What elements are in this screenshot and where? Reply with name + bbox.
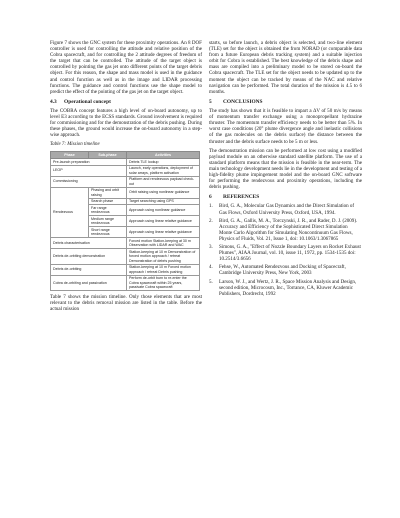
activity-cell: Approach using nonlinear guidance <box>127 205 200 216</box>
header-cell: Phase <box>51 151 89 158</box>
reference-text: Simons, G. A., "Effect of Nozzle Boundary Layers on Rocket Exhaust Plumes", AIAA Journal, vol. 10, issue 11, 1972, pp. 1534-1535 doi: 10.2514/3.6656 <box>219 244 361 263</box>
reference-text: Bird, G. A., Molecular Gas Dynamics and the Direct Simulation of Gas Flows, Oxford University Press, Oxford, USA, 1994. <box>219 203 355 216</box>
table-row <box>51 176 200 187</box>
table-row <box>51 187 200 198</box>
table-row <box>51 249 200 264</box>
reference-item <box>209 264 362 276</box>
section-heading <box>209 194 362 200</box>
subphase-cell: Short range rendezvous <box>89 227 127 238</box>
section-number: 5 <box>209 98 212 105</box>
phase-cell: Commissioning <box>51 176 127 187</box>
activity-cell: Station-keeping at 10 m Demonstration of forced motion approach / retreat Demonstration of debris pushing <box>127 249 200 264</box>
reference-item <box>209 218 362 242</box>
activity-cell: Perform de-orbit burn to re-enter the Cobra spacecraft within 25 years, passivate Cobra spacecraft <box>127 275 200 290</box>
section-heading <box>50 99 202 105</box>
reference-item <box>209 203 362 215</box>
activity-cell: Station-keeping at 10 m Forced motion approach / retreat Debris pushing <box>127 264 200 275</box>
table-row <box>51 275 200 290</box>
body-paragraph: Figure 7 shows the GNC system for these proximity operations. An 8 DOF controller is used for controlling the attitude and relative position of the Cobra spacecraft, and for controlling the 2 attitude degrees of freedom of the target that can be controlled. The attitude of the target object is controlled by pointing the gas jet onto different points of the target debris object. For this reason, the shape and mass model is used in the guidance and control function as well as in the image and LIDAR processing functions. The guidance and control functions use the shape model to predict the effect of the pointing of the gas jet on the target object. <box>50 40 202 95</box>
body-paragraph: starts, so before launch, a debris object is selected, and two-line element (TLE) set for the object is obtained the from NORAD (or comparable data from a future European debris tracking system) and a suitable injection orbit for Cobra is established. The best knowledge of the debris shape and mass are compiled into a preliminary model to be stored on-board the Cobra spacecraft. The TLE set for the object needs to be updated up to the moment the object can be tracked by means of the NAC and relative navigation can be performed. The total duration of the mission is 4.5 to 6 months. <box>209 40 362 95</box>
activity-cell: Orbit raising using nonlinear guidance <box>127 187 200 198</box>
phase-cell: Debris characterisation <box>51 238 127 249</box>
table-caption: Table 7: Mission timeline <box>50 141 100 147</box>
activity-cell: Launch, early operations, deployment of solar arrays, platform activation <box>127 165 200 176</box>
right-column <box>209 40 362 299</box>
table-row <box>51 165 200 176</box>
phase-cell: Rendezvous <box>51 187 89 238</box>
left-column <box>50 40 202 315</box>
section-heading <box>209 99 362 105</box>
body-paragraph: The study has shown that it is feasible to impart a ΔV of 50 m/s by means of momentum transfer exchange using a monopropellant hydrazine thruster. The momentum transfer efficiency needs to be better than 5%. In worst case conditions (20° plume divergence angle and inelastic collisions of the gas molecules on the debris surface) the distance between the thruster and the debris surface needs to be 5 m or less. <box>209 108 362 145</box>
table-row <box>51 238 200 249</box>
section-title: Operational concept <box>64 98 111 105</box>
activity-cell: Forced motion Station-keeping at 30 m Observation with LIDAR and WAC <box>127 238 200 249</box>
phase-cell: Debris de-orbiting demonstration <box>51 249 127 264</box>
activity-cell: Debris TLE lookup <box>127 158 200 165</box>
section-title: REFERENCES <box>223 194 260 201</box>
activity-cell: Platform and rendezvous payload check-out <box>127 176 200 187</box>
activity-cell: Target searching using GPS <box>127 198 200 205</box>
body-paragraph: The demonstration mission can be performed at low cost using a modified payload module on an otherwise standard satellite platform. The use of a standard platform means that the mission is feasible in the near-term. The main technology development needs lie in the development and testing of a high-fidelity plume impingement model and the on-board GNC software for performing the rendezvous and proximity operations, including the debris pushing. <box>209 147 362 191</box>
reference-number: 3. <box>209 244 213 251</box>
reference-text: Fehse, W., Automated Rendezvous and Docking of Spacecraft, Cambridge University Press, New York, 2003 <box>219 264 346 277</box>
section-number: 4.3 <box>50 98 57 105</box>
subphase-cell: Medium range rendezvous <box>89 216 127 227</box>
reference-text: Bird, G. A., Gallis, M. A., Torczynski, J. R., and Rader, D. J. (2009). Accuracy and Efficiency of the Sophisticated Direct Simulation Monte Carlo Algorithm for Simulating Noncontinuum Gas Flows, Physics of Fluids, Vol. 21, Issue 1, doi: 10.1063/1.3067865 <box>219 217 358 242</box>
subphase-cell: Search phase <box>89 198 127 205</box>
reference-item <box>209 244 362 262</box>
reference-number: 1. <box>209 203 213 210</box>
body-paragraph: The COBRA concept features a high level of on-board autonomy, up to level E3 according to the ECSS standards. Ground involvement is required for commissioning and for the demonstration of the debris pushing. During these phases, the ground would increase the on-board autonomy in a step-wise approach. <box>50 108 202 139</box>
mission-timeline-table <box>50 151 200 291</box>
body-paragraph: Table 7 shows the mission timeline. Only those elements that are most relevant to the debris removal mission are listed in the table. Before the actual mission <box>50 293 202 312</box>
reference-list <box>209 203 362 296</box>
subphase-cell: Phasing and orbit raising <box>89 187 127 198</box>
reference-number: 4. <box>209 264 213 271</box>
reference-item <box>209 279 362 297</box>
reference-number: 5. <box>209 278 213 285</box>
header-cell: Sub-phase <box>89 151 127 158</box>
subphase-cell: Far range rendezvous <box>89 205 127 216</box>
phase-cell: Pre-launch preparation <box>51 158 127 165</box>
reference-number: 2. <box>209 217 213 224</box>
table-row <box>51 264 200 275</box>
reference-text: Larson, W. J., and Wertz, J. R., Space Mission Analysis and Design, second edition, Microcosm, Inc., Torrance, CA, Kluwer Academic Publishers, Dordrecht, 1992 <box>219 278 357 297</box>
table-header-row <box>51 151 200 158</box>
table-row <box>51 158 200 165</box>
section-number: 6 <box>209 194 212 201</box>
activity-cell: Approach using linear relative guidance <box>127 227 200 238</box>
section-title: CONCLUSIONS <box>223 98 263 105</box>
phase-cell: Cobra de-orbiting and passivation <box>51 275 127 290</box>
phase-cell: LEOP <box>51 165 127 176</box>
phase-cell: Debris de-orbiting <box>51 264 127 275</box>
activity-cell: Approach using linear relative guidance <box>127 216 200 227</box>
header-cell: Activities <box>127 151 200 158</box>
